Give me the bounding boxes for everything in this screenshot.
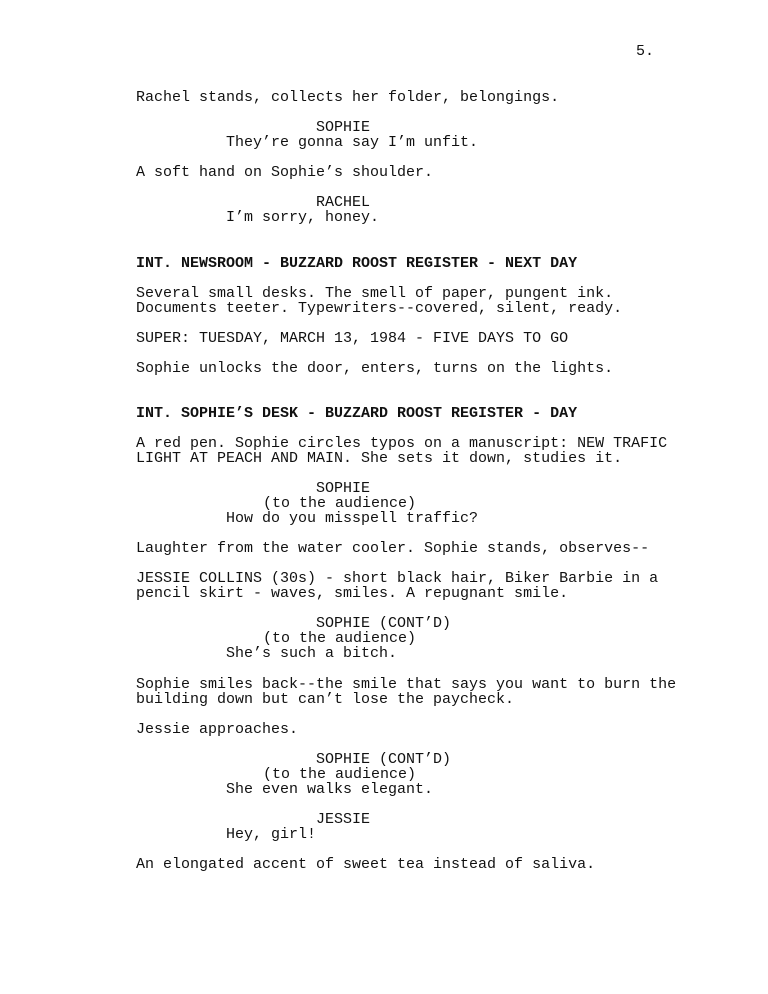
character-cue: SOPHIE (CONT’D) [316,751,452,768]
action-line: Jessie approaches. [136,721,299,738]
dialogue-line: She’s such a bitch. [226,645,398,662]
action-line: JESSIE COLLINS (30s) - short black hair, Biker Barbie in a [136,570,659,587]
character-cue: RACHEL [316,194,371,211]
action-line: An elongated accent of sweet tea instead of saliva. [136,856,596,873]
character-cue: SOPHIE [316,119,371,136]
scene-heading: INT. SOPHIE’S DESK - BUZZARD ROOST REGISTER - DAY [136,405,578,422]
action-line: A red pen. Sophie circles typos on a manuscript: NEW TRAFIC [136,435,668,452]
action-line: Rachel stands, collects her folder, belongings. [136,89,560,106]
character-cue: SOPHIE (CONT’D) [316,615,452,632]
action-line: LIGHT AT PEACH AND MAIN. She sets it down, studies it. [136,450,623,467]
parenthetical: (to the audience) [263,630,417,647]
action-line: building down but can’t lose the paycheck. [136,691,515,708]
action-line: A soft hand on Sophie’s shoulder. [136,164,434,181]
dialogue-line: They’re gonna say I’m unfit. [226,134,479,151]
action-line: Sophie smiles back--the smile that says you want to burn the [136,676,677,693]
scene-heading: INT. NEWSROOM - BUZZARD ROOST REGISTER - NEXT DAY [136,255,578,272]
action-line: Sophie unlocks the door, enters, turns on the lights. [136,360,614,377]
character-cue: SOPHIE [316,480,371,497]
action-line: Documents teeter. Typewriters--covered, silent, ready. [136,300,623,317]
action-line: SUPER: TUESDAY, MARCH 13, 1984 - FIVE DAYS TO GO [136,330,569,347]
parenthetical: (to the audience) [263,766,417,783]
parenthetical: (to the audience) [263,495,417,512]
action-line: Laughter from the water cooler. Sophie stands, observes-- [136,540,650,557]
dialogue-line: Hey, girl! [226,826,317,843]
page-number: 5. [636,43,655,60]
action-line: pencil skirt - waves, smiles. A repugnant smile. [136,585,569,602]
character-cue: JESSIE [316,811,371,828]
action-line: Several small desks. The smell of paper, pungent ink. [136,285,614,302]
dialogue-line: I’m sorry, honey. [226,209,380,226]
dialogue-line: She even walks elegant. [226,781,434,798]
dialogue-line: How do you misspell traffic? [226,510,479,527]
